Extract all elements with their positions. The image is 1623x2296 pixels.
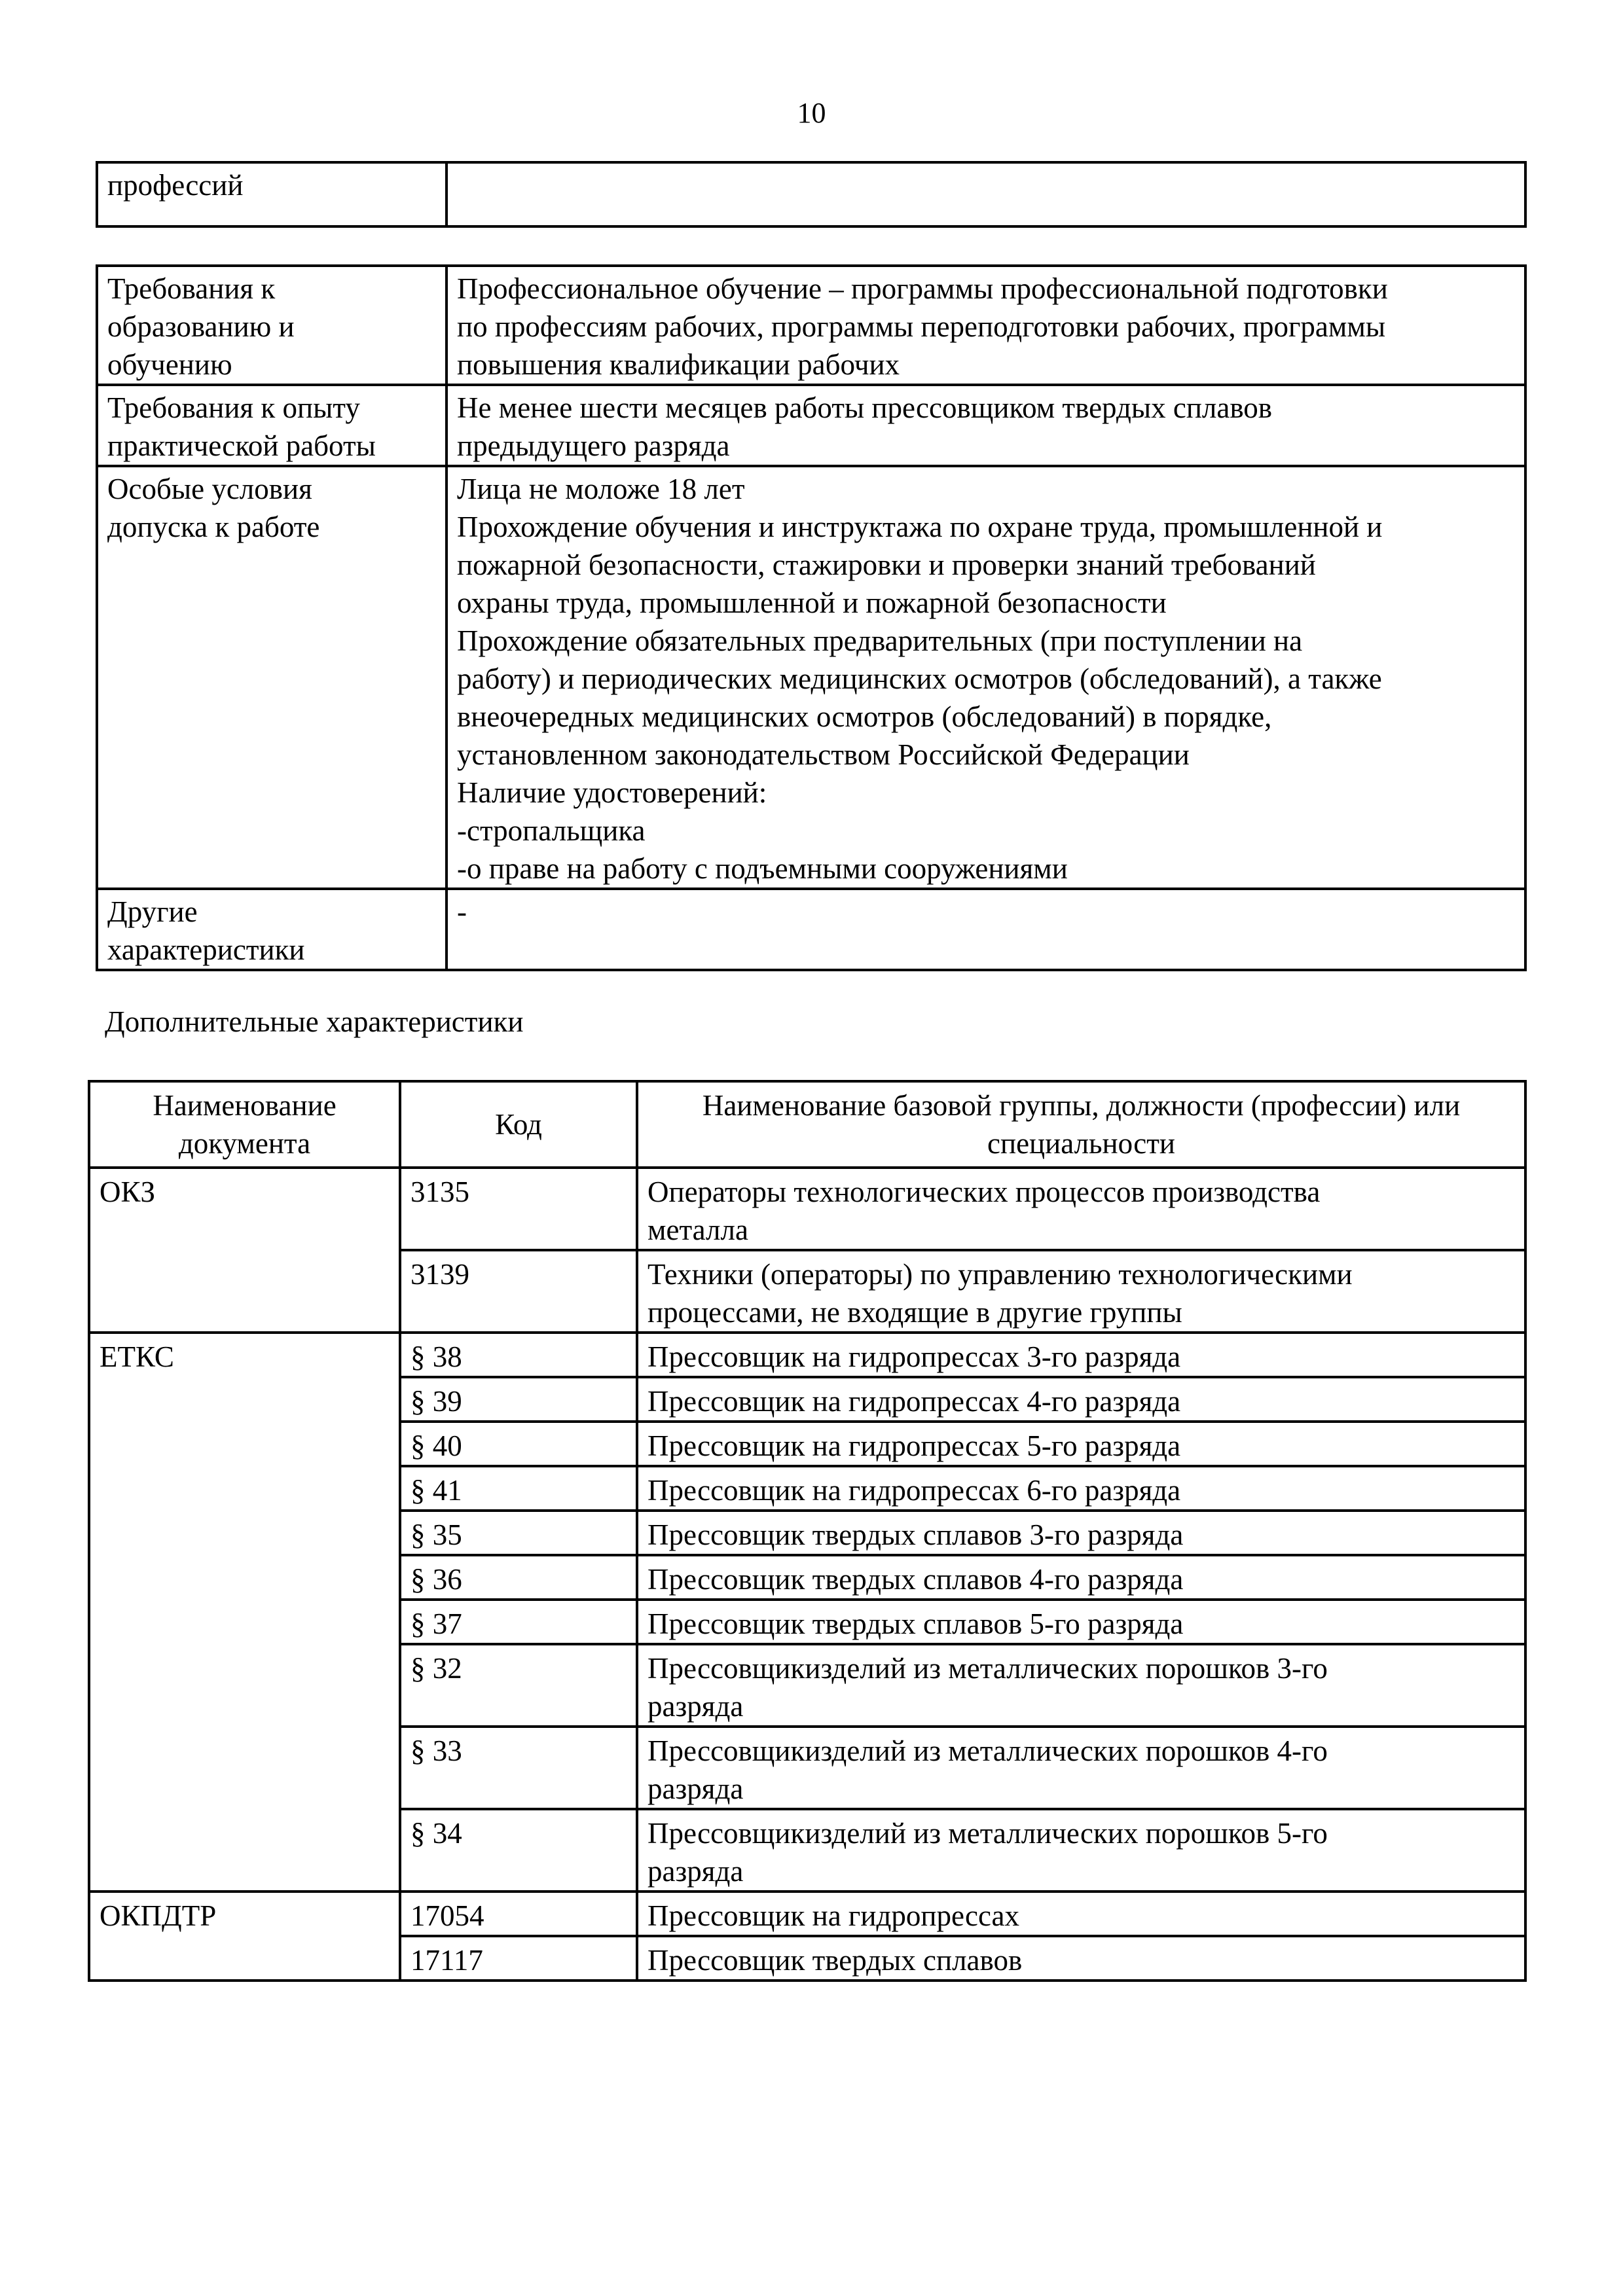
name-line: Прессовщик на гидропрессах 3-го разряда bbox=[647, 1340, 1181, 1373]
header-document bbox=[89, 1081, 400, 1168]
table-row bbox=[97, 466, 1525, 889]
name-line: Прессовщик твердых сплавов 5-го разряда bbox=[647, 1607, 1184, 1640]
value-line: работу) и периодических медицинских осмотров (обследований), а также bbox=[457, 662, 1382, 695]
code-cell: § 40 bbox=[400, 1422, 637, 1466]
name-line: Прессовщикизделий из металлических порошков 4-го bbox=[647, 1734, 1328, 1767]
name-line: Техники (операторы) по управлению технологическими bbox=[647, 1258, 1353, 1291]
document-cell: ОКПДТР bbox=[89, 1892, 400, 1981]
code-cell: 3139 bbox=[400, 1250, 637, 1333]
value-line: -стропальщика bbox=[457, 814, 646, 847]
additional-characteristics-table bbox=[88, 1080, 1527, 1982]
label-line: Особые условия bbox=[107, 473, 312, 505]
name-line: металла bbox=[647, 1213, 748, 1246]
name-cell bbox=[637, 1377, 1525, 1422]
name-cell bbox=[637, 1936, 1525, 1981]
name-line: Прессовщик твердых сплавов 3-го разряда bbox=[647, 1518, 1184, 1551]
name-cell bbox=[637, 1600, 1525, 1644]
header-line: Код bbox=[495, 1108, 542, 1141]
name-cell bbox=[637, 1809, 1525, 1892]
label-line: характеристики bbox=[107, 933, 305, 966]
name-cell bbox=[637, 1333, 1525, 1377]
value-line: Прохождение обязательных предварительных (при поступлении на bbox=[457, 624, 1303, 657]
code-cell: § 38 bbox=[400, 1333, 637, 1377]
row-label bbox=[97, 889, 447, 970]
name-line: разряда bbox=[647, 1855, 744, 1888]
table-row bbox=[97, 889, 1525, 970]
code-cell: § 32 bbox=[400, 1644, 637, 1727]
value-line: повышения квалификации рабочих bbox=[457, 348, 900, 381]
value-line: Прохождение обучения и инструктажа по охране труда, промышленной и bbox=[457, 511, 1383, 543]
code-cell: § 34 bbox=[400, 1809, 637, 1892]
header-name bbox=[637, 1081, 1525, 1168]
name-cell bbox=[637, 1466, 1525, 1511]
name-line: Прессовщикизделий из металлических порошков 5-го bbox=[647, 1817, 1328, 1850]
row-value bbox=[447, 889, 1525, 970]
table-row bbox=[97, 385, 1525, 466]
label-line: Требования к опыту bbox=[107, 391, 360, 424]
label-line: обучению bbox=[107, 348, 232, 381]
requirements-table bbox=[96, 264, 1527, 971]
row-label bbox=[97, 466, 447, 889]
row-value bbox=[447, 466, 1525, 889]
name-line: Прессовщик на гидропрессах 6-го разряда bbox=[647, 1474, 1181, 1507]
document-cell: ОКЗ bbox=[89, 1168, 400, 1333]
value-line: предыдущего разряда bbox=[457, 429, 730, 462]
code-cell: § 33 bbox=[400, 1727, 637, 1809]
continuation-table bbox=[96, 161, 1527, 228]
table-row bbox=[97, 162, 1525, 226]
value-line: пожарной безопасности, стажировки и проверки знаний требований bbox=[457, 548, 1316, 581]
value-line: Профессиональное обучение – программы профессиональной подготовки bbox=[457, 272, 1388, 305]
name-line: разряда bbox=[647, 1772, 744, 1805]
code-cell: § 36 bbox=[400, 1555, 637, 1600]
table-header-row bbox=[89, 1081, 1525, 1168]
table-row bbox=[89, 1892, 1525, 1936]
row-label bbox=[97, 385, 447, 466]
name-cell bbox=[637, 1168, 1525, 1250]
row-value bbox=[447, 162, 1525, 226]
value-line: внеочередных медицинских осмотров (обследований) в порядке, bbox=[457, 700, 1272, 733]
header-line: Наименование bbox=[153, 1089, 337, 1122]
row-label: профессий bbox=[97, 162, 447, 226]
name-cell bbox=[637, 1250, 1525, 1333]
code-cell: 17117 bbox=[400, 1936, 637, 1981]
value-line: -о праве на работу с подъемными сооружениями bbox=[457, 852, 1068, 885]
value-line: по профессиям рабочих, программы переподготовки рабочих, программы bbox=[457, 310, 1386, 343]
document-cell: ЕТКС bbox=[89, 1333, 400, 1892]
code-cell: § 41 bbox=[400, 1466, 637, 1511]
header-line: Наименование базовой группы, должности (профессии) или bbox=[702, 1089, 1461, 1122]
name-cell bbox=[637, 1422, 1525, 1466]
name-line: Прессовщикизделий из металлических порошков 3-го bbox=[647, 1652, 1328, 1685]
row-value bbox=[447, 266, 1525, 385]
value-line: установленном законодательством Российской Федерации bbox=[457, 738, 1190, 771]
row-value bbox=[447, 385, 1525, 466]
table-row bbox=[89, 1333, 1525, 1377]
header-code bbox=[400, 1081, 637, 1168]
name-line: Прессовщик на гидропрессах bbox=[647, 1899, 1020, 1932]
label-line: Другие bbox=[107, 895, 198, 928]
value-line: Лица не моложе 18 лет bbox=[457, 473, 745, 505]
label-line: образованию и bbox=[107, 310, 295, 343]
label-line: Требования к bbox=[107, 272, 276, 305]
name-line: Операторы технологических процессов производства bbox=[647, 1175, 1321, 1208]
name-cell bbox=[637, 1644, 1525, 1727]
name-line: процессами, не входящие в другие группы bbox=[647, 1296, 1182, 1329]
name-line: Прессовщик на гидропрессах 4-го разряда bbox=[647, 1385, 1181, 1418]
name-cell bbox=[637, 1892, 1525, 1936]
name-cell bbox=[637, 1511, 1525, 1555]
code-cell: 3135 bbox=[400, 1168, 637, 1250]
name-cell bbox=[637, 1727, 1525, 1809]
table-row bbox=[97, 266, 1525, 385]
value-line: - bbox=[457, 895, 467, 928]
label-line: практической работы bbox=[107, 429, 376, 462]
value-line: охраны труда, промышленной и пожарной безопасности bbox=[457, 586, 1167, 619]
name-line: Прессовщик твердых сплавов bbox=[647, 1944, 1023, 1977]
code-cell: 17054 bbox=[400, 1892, 637, 1936]
value-line: Не менее шести месяцев работы прессовщиком твердых сплавов bbox=[457, 391, 1273, 424]
header-line: документа bbox=[178, 1127, 311, 1160]
table-row bbox=[89, 1168, 1525, 1250]
name-line: разряда bbox=[647, 1690, 744, 1723]
label-line: допуска к работе bbox=[107, 511, 320, 543]
value-line: Наличие удостоверений: bbox=[457, 776, 767, 809]
section-title: Дополнительные характеристики bbox=[105, 1005, 524, 1038]
code-cell: § 39 bbox=[400, 1377, 637, 1422]
row-label bbox=[97, 266, 447, 385]
page-number: 10 bbox=[797, 97, 826, 129]
name-line: Прессовщик твердых сплавов 4-го разряда bbox=[647, 1563, 1184, 1596]
code-cell: § 35 bbox=[400, 1511, 637, 1555]
header-line: специальности bbox=[987, 1127, 1175, 1160]
name-cell bbox=[637, 1555, 1525, 1600]
name-line: Прессовщик на гидропрессах 5-го разряда bbox=[647, 1429, 1181, 1462]
code-cell: § 37 bbox=[400, 1600, 637, 1644]
